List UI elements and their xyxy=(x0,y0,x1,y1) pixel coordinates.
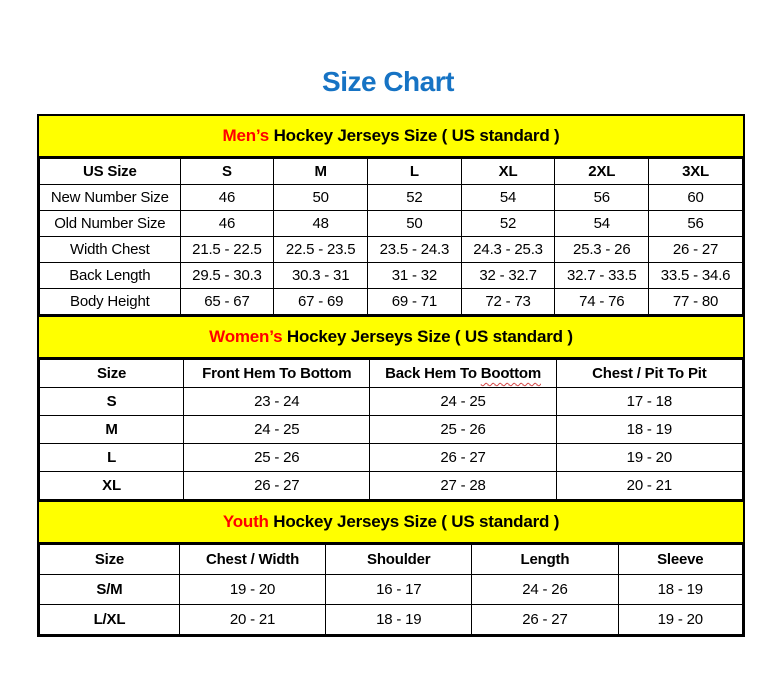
cell: 50 xyxy=(368,211,462,237)
cell: 32 - 32.7 xyxy=(461,263,555,289)
cell: 25 - 26 xyxy=(184,444,370,472)
cell: 26 - 27 xyxy=(472,605,618,635)
youth-banner-text: Hockey Jerseys Size ( US standard ) xyxy=(268,512,560,531)
row-label: L/XL xyxy=(40,605,180,635)
mens-banner-text: Hockey Jerseys Size ( US standard ) xyxy=(269,126,560,145)
column-header: XL xyxy=(461,159,555,185)
row-label: Old Number Size xyxy=(40,211,181,237)
cell: 50 xyxy=(274,185,368,211)
cell: 46 xyxy=(180,185,274,211)
cell: 54 xyxy=(555,211,649,237)
cell: 18 - 19 xyxy=(618,575,742,605)
table-row xyxy=(40,237,743,263)
womens-banner-text: Hockey Jerseys Size ( US standard ) xyxy=(282,327,573,346)
column-header: Chest / Width xyxy=(179,545,325,575)
cell: 48 xyxy=(274,211,368,237)
cell: 67 - 69 xyxy=(274,289,368,315)
table-row xyxy=(40,388,743,416)
column-header: Chest / Pit To Pit xyxy=(556,360,742,388)
womens-banner-accent: Women’s xyxy=(209,327,283,346)
cell: 24.3 - 25.3 xyxy=(461,237,555,263)
row-label: Width Chest xyxy=(40,237,181,263)
row-label: S/M xyxy=(40,575,180,605)
cell: 25.3 - 26 xyxy=(555,237,649,263)
cell: 24 - 25 xyxy=(370,388,556,416)
youth-banner-accent: Youth xyxy=(222,512,269,531)
cell: 23 - 24 xyxy=(184,388,370,416)
row-label: New Number Size xyxy=(40,185,181,211)
cell: 20 - 21 xyxy=(556,472,742,500)
row-label: Back Length xyxy=(40,263,181,289)
cell: 56 xyxy=(649,211,743,237)
mens-header-row xyxy=(40,159,743,185)
mens-size-table xyxy=(39,158,743,315)
cell: 20 - 21 xyxy=(179,605,325,635)
cell: 17 - 18 xyxy=(556,388,742,416)
row-label: XL xyxy=(40,472,184,500)
page-title: Size Chart xyxy=(322,66,454,97)
youth-size-table xyxy=(39,544,743,635)
table-row xyxy=(40,444,743,472)
cell: 72 - 73 xyxy=(461,289,555,315)
cell: 18 - 19 xyxy=(556,416,742,444)
cell: 69 - 71 xyxy=(368,289,462,315)
cell: 60 xyxy=(649,185,743,211)
cell: 77 - 80 xyxy=(649,289,743,315)
cell: 21.5 - 22.5 xyxy=(180,237,274,263)
table-row xyxy=(40,185,743,211)
cell: 74 - 76 xyxy=(555,289,649,315)
row-label: M xyxy=(40,416,184,444)
column-header-misspelled xyxy=(370,360,556,388)
column-header: Shoulder xyxy=(326,545,472,575)
womens-size-table xyxy=(39,359,743,500)
cell: 26 - 27 xyxy=(649,237,743,263)
column-header: Size xyxy=(40,545,180,575)
youth-section-banner xyxy=(39,500,743,544)
row-label: Body Height xyxy=(40,289,181,315)
row-label: L xyxy=(40,444,184,472)
cell: 46 xyxy=(180,211,274,237)
mens-banner-accent: Men’s xyxy=(222,126,270,145)
cell: 26 - 27 xyxy=(184,472,370,500)
cell: 29.5 - 30.3 xyxy=(180,263,274,289)
cell: 19 - 20 xyxy=(556,444,742,472)
column-header: Size xyxy=(40,360,184,388)
cell: 52 xyxy=(461,211,555,237)
row-label: S xyxy=(40,388,184,416)
cell: 52 xyxy=(368,185,462,211)
cell: 16 - 17 xyxy=(326,575,472,605)
table-row xyxy=(40,472,743,500)
column-header: L xyxy=(368,159,462,185)
cell: 18 - 19 xyxy=(326,605,472,635)
cell: 31 - 32 xyxy=(368,263,462,289)
cell: 19 - 20 xyxy=(618,605,742,635)
cell: 19 - 20 xyxy=(179,575,325,605)
column-header: Front Hem To Bottom xyxy=(184,360,370,388)
cell: 56 xyxy=(555,185,649,211)
column-header: 2XL xyxy=(555,159,649,185)
column-header-text: Back Hem To xyxy=(385,365,481,382)
cell: 26 - 27 xyxy=(370,444,556,472)
cell: 24 - 26 xyxy=(472,575,618,605)
column-header: US Size xyxy=(40,159,181,185)
cell: 27 - 28 xyxy=(370,472,556,500)
mens-section-banner xyxy=(39,116,743,158)
table-row xyxy=(40,416,743,444)
cell: 25 - 26 xyxy=(370,416,556,444)
table-row xyxy=(40,263,743,289)
cell: 33.5 - 34.6 xyxy=(649,263,743,289)
column-header: M xyxy=(274,159,368,185)
table-row xyxy=(40,211,743,237)
size-chart-container xyxy=(37,114,745,637)
cell: 23.5 - 24.3 xyxy=(368,237,462,263)
table-row xyxy=(40,289,743,315)
spellcheck-underlined-word: Boottom xyxy=(480,365,541,382)
cell: 30.3 - 31 xyxy=(274,263,368,289)
cell: 22.5 - 23.5 xyxy=(274,237,368,263)
womens-section-banner xyxy=(39,315,743,359)
column-header: 3XL xyxy=(649,159,743,185)
table-row xyxy=(40,575,743,605)
cell: 65 - 67 xyxy=(180,289,274,315)
column-header: S xyxy=(180,159,274,185)
cell: 32.7 - 33.5 xyxy=(555,263,649,289)
column-header: Length xyxy=(472,545,618,575)
cell: 54 xyxy=(461,185,555,211)
column-header: Sleeve xyxy=(618,545,742,575)
womens-header-row xyxy=(40,360,743,388)
cell: 24 - 25 xyxy=(184,416,370,444)
youth-header-row xyxy=(40,545,743,575)
table-row xyxy=(40,605,743,635)
